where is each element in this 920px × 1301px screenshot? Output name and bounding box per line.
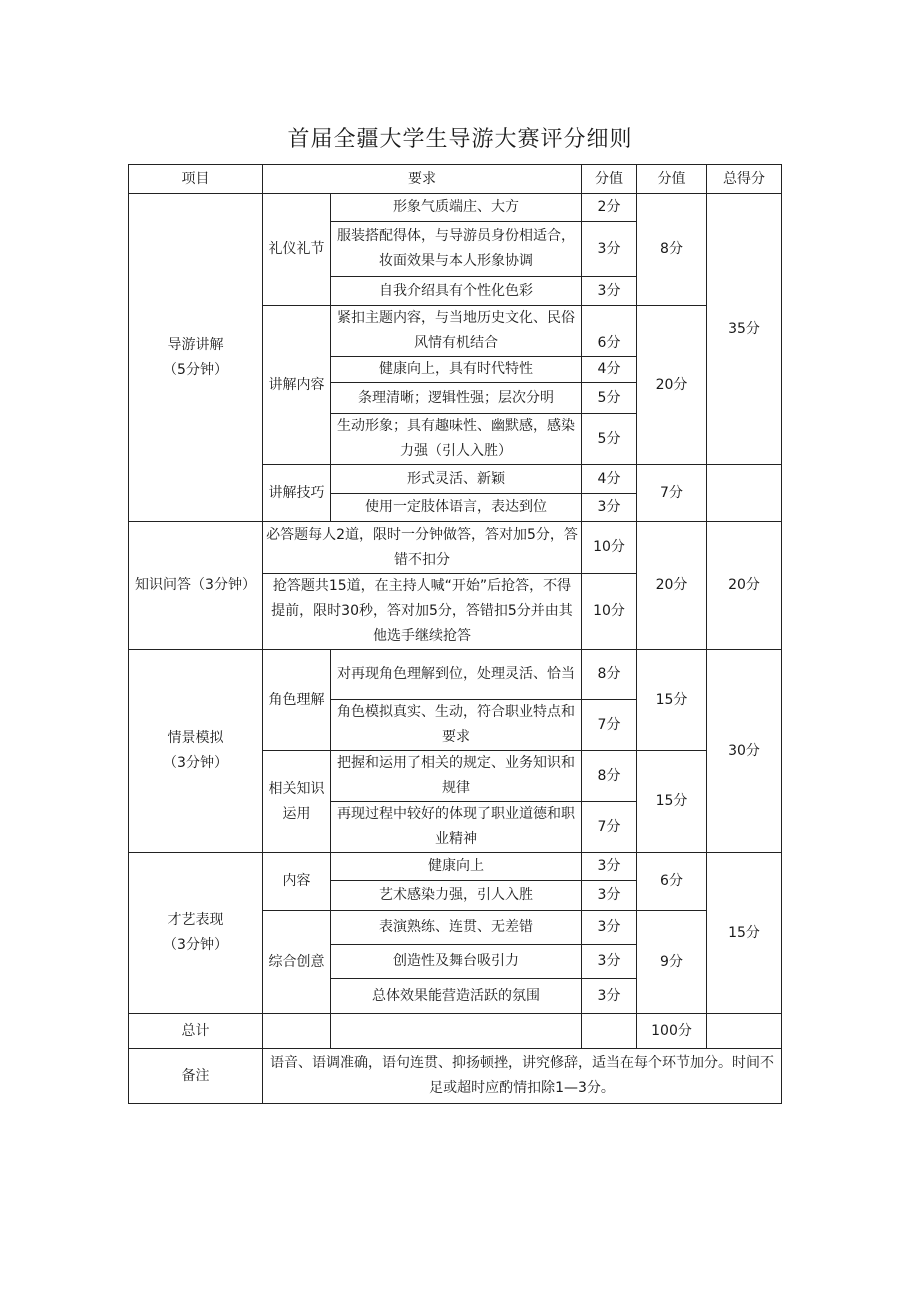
subcategory-content: 讲解内容 (263, 306, 331, 465)
requirement-cell: 必答题每人2道，限时一分钟做答，答对加5分，答错不扣分 (263, 522, 582, 574)
remark-label: 备注 (129, 1049, 263, 1104)
requirement-cell: 总体效果能营造活跃的氛围 (331, 979, 582, 1014)
points-cell: 7分 (582, 802, 637, 853)
category-guide (129, 194, 263, 522)
header-total: 总得分 (707, 165, 782, 194)
category-time: （3分钟） (163, 755, 228, 771)
empty-cell (707, 1014, 782, 1049)
subtotal-cell: 8分 (637, 194, 707, 306)
summary-row (129, 1014, 782, 1049)
subtotal-cell: 9分 (637, 911, 707, 1014)
requirement-cell: 形式灵活、新颖 (331, 465, 582, 494)
header-item: 项目 (129, 165, 263, 194)
page-title: 首届全疆大学生导游大赛评分细则 (287, 127, 633, 152)
requirement-cell: 自我介绍具有个性化色彩 (331, 277, 582, 306)
table-row (129, 650, 782, 700)
empty-cell (331, 1014, 582, 1049)
points-cell: 5分 (582, 383, 637, 414)
points-cell: 8分 (582, 751, 637, 802)
points-cell: 4分 (582, 357, 637, 383)
requirement-cell: 生动形象；具有趣味性、幽默感，感染力强（引人入胜） (331, 414, 582, 465)
points-cell: 5分 (582, 414, 637, 465)
subcategory-creative: 综合创意 (263, 911, 331, 1014)
points-cell: 3分 (582, 881, 637, 911)
remark-text: 语音、语调准确，语句连贯、抑扬顿挫，讲究修辞，适当在每个环节加分。时间不足或超时应酌情扣除1—3分。 (263, 1049, 782, 1104)
requirement-cell: 紧扣主题内容，与当地历史文化、民俗风情有机结合 (331, 306, 582, 357)
category-quiz: 知识问答（3分钟） (129, 522, 263, 650)
requirement-cell: 抢答题共15道，在主持人喊“开始”后抢答，不得提前，限时30秒，答对加5分，答错扣5分并由其他选手继续抢答 (263, 574, 582, 650)
subtotal-cell: 15分 (637, 751, 707, 853)
points-cell: 8分 (582, 650, 637, 700)
category-label: 导游讲解 (167, 336, 224, 353)
category-talent (129, 853, 263, 1014)
empty-cell (263, 1014, 331, 1049)
subtotal-cell: 20分 (637, 306, 707, 465)
requirement-cell: 形象气质端庄、大方 (331, 194, 582, 222)
category-total-continuation (707, 465, 782, 522)
category-label: 情景模拟 (167, 730, 224, 746)
requirement-cell: 角色模拟真实、生动，符合职业特点和要求 (331, 700, 582, 751)
subcategory-skill: 讲解技巧 (263, 465, 331, 522)
requirement-cell: 创造性及舞台吸引力 (331, 945, 582, 979)
requirement-cell: 条理清晰；逻辑性强；层次分明 (331, 383, 582, 414)
summary-value: 100分 (637, 1014, 707, 1049)
category-label: 才艺表现 (167, 912, 224, 928)
remark-row (129, 1049, 782, 1104)
requirement-cell: 健康向上 (331, 853, 582, 881)
category-scenario (129, 650, 263, 853)
points-cell: 10分 (582, 574, 637, 650)
empty-cell (582, 1014, 637, 1049)
table-row (129, 194, 782, 222)
header-points-sum: 分值 (637, 165, 707, 194)
points-cell: 10分 (582, 522, 637, 574)
subcategory-talent-content: 内容 (263, 853, 331, 911)
category-total: 20分 (707, 522, 782, 650)
subcategory-role: 角色理解 (263, 650, 331, 751)
requirement-cell: 再现过程中较好的体现了职业道德和职业精神 (331, 802, 582, 853)
subtotal-cell: 7分 (637, 465, 707, 522)
points-cell: 3分 (582, 979, 637, 1014)
category-total: 15分 (707, 853, 782, 1014)
points-cell: 7分 (582, 700, 637, 751)
requirement-cell: 艺术感染力强，引人入胜 (331, 881, 582, 911)
requirement-cell: 把握和运用了相关的规定、业务知识和规律 (331, 751, 582, 802)
points-cell: 2分 (582, 194, 637, 222)
subtotal-cell: 6分 (637, 853, 707, 911)
subcategory-knowledge: 相关知识运用 (263, 751, 331, 853)
subtotal-cell: 15分 (637, 650, 707, 751)
table-row (129, 522, 782, 574)
points-cell: 3分 (582, 945, 637, 979)
points-cell: 6分 (582, 306, 637, 357)
points-cell: 3分 (582, 494, 637, 522)
summary-label: 总计 (129, 1014, 263, 1049)
points-cell: 4分 (582, 465, 637, 494)
header-requirement: 要求 (263, 165, 582, 194)
requirement-cell: 服装搭配得体，与导游员身份相适合，妆面效果与本人形象协调 (331, 222, 582, 277)
table-row (129, 853, 782, 881)
points-cell: 3分 (582, 853, 637, 881)
category-time: （3分钟） (163, 937, 228, 953)
category-total: 35分 (707, 194, 782, 465)
requirement-cell: 健康向上，具有时代特性 (331, 357, 582, 383)
points-cell: 3分 (582, 222, 637, 277)
header-points: 分值 (582, 165, 637, 194)
requirement-cell: 使用一定肢体语言，表达到位 (331, 494, 582, 522)
category-total: 30分 (707, 650, 782, 853)
category-time: （5分钟） (163, 361, 228, 378)
points-cell: 3分 (582, 911, 637, 945)
points-cell: 3分 (582, 277, 637, 306)
table-header-row (129, 165, 782, 194)
subcategory-etiquette: 礼仪礼节 (263, 194, 331, 306)
requirement-cell: 对再现角色理解到位，处理灵活、恰当 (331, 650, 582, 700)
scoring-table (128, 164, 782, 1104)
subtotal-cell: 20分 (637, 522, 707, 650)
requirement-cell: 表演熟练、连贯、无差错 (331, 911, 582, 945)
